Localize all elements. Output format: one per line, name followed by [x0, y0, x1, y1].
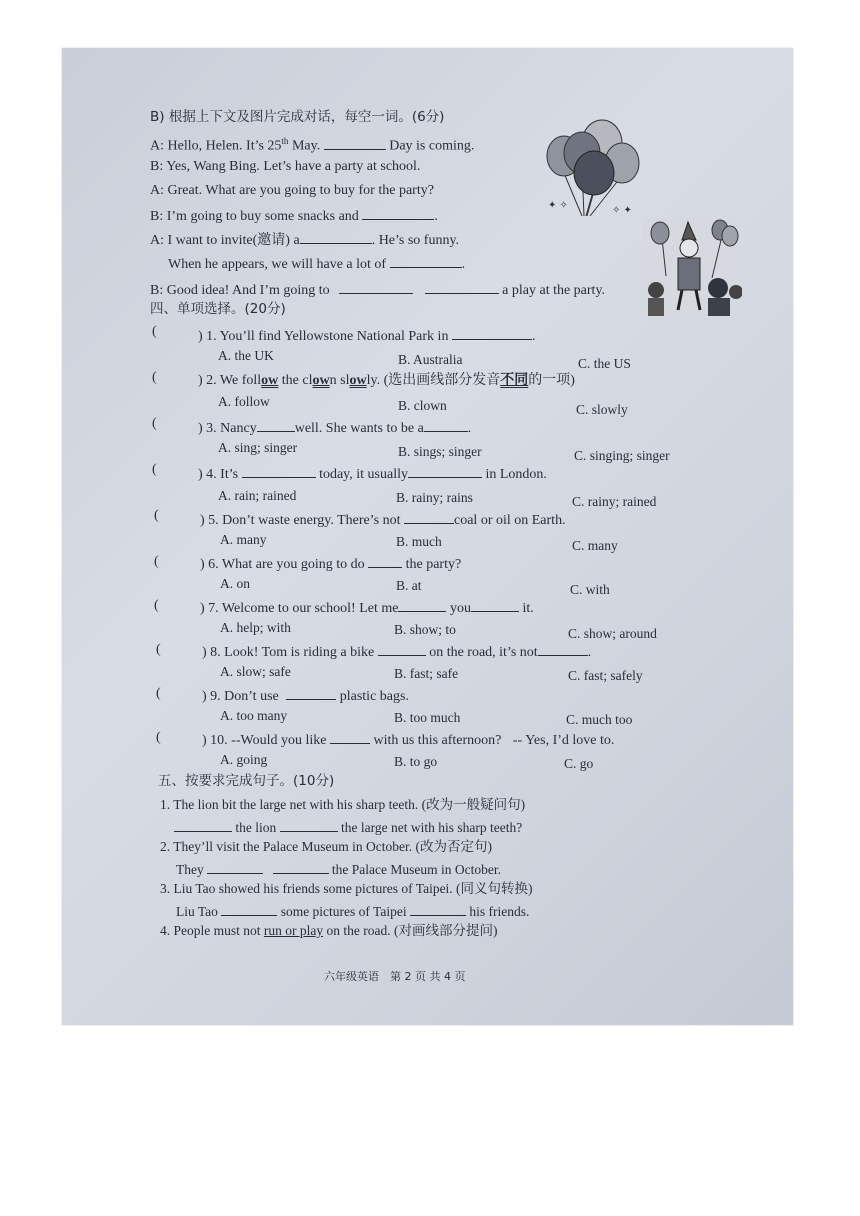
answer-blank[interactable]	[280, 818, 338, 832]
answer-blank[interactable]	[221, 902, 277, 916]
section-5-heading: 五、按要求完成句子。(10分)	[158, 773, 335, 789]
question-9: ) 9. Don’t use plastic bags.	[202, 686, 409, 706]
question-3: ) 3. Nancy well. She wants to be a .	[198, 418, 471, 438]
q5-option-b[interactable]: B. much	[396, 534, 442, 549]
sentence-4-prompt: 4. People must not run or play on the road. (对画线部分提问)	[160, 923, 498, 938]
answer-paren[interactable]: (	[154, 508, 159, 523]
q4-option-a[interactable]: A. rain; rained	[218, 488, 297, 503]
sentence-2-answer: They the Palace Museum in October.	[176, 862, 501, 877]
exam-page	[62, 48, 793, 1025]
svg-text:✧ ✦: ✧ ✦	[612, 205, 632, 216]
answer-blank[interactable]	[538, 642, 588, 656]
q1-option-b[interactable]: B. Australia	[398, 352, 463, 367]
answer-paren[interactable]: (	[156, 642, 161, 657]
dialogue-line-3: A: Great. What are you going to buy for the party?	[150, 183, 434, 198]
dialogue-line-2: B: Yes, Wang Bing. Let’s have a party at school.	[150, 159, 421, 174]
question-7: ) 7. Welcome to our school! Let me you it.	[200, 598, 534, 618]
dialogue-line-5: A: I want to invite(邀请) a . He’s so funny.	[150, 230, 459, 250]
answer-paren[interactable]: (	[154, 598, 159, 613]
q8-option-a[interactable]: A. slow; safe	[220, 664, 291, 679]
q6-option-b[interactable]: B. at	[396, 578, 422, 593]
answer-blank[interactable]	[410, 902, 466, 916]
sentence-1-answer: the lion the large net with his sharp teeth?	[174, 818, 522, 837]
q6-option-c[interactable]: C. with	[570, 582, 610, 597]
answer-blank[interactable]	[368, 554, 402, 568]
q2-option-a[interactable]: A. follow	[218, 394, 270, 409]
q2-option-b[interactable]: B. clown	[398, 398, 447, 413]
answer-blank[interactable]	[362, 206, 434, 220]
answer-paren[interactable]: (	[152, 462, 157, 477]
answer-blank[interactable]	[452, 326, 532, 340]
q3-option-b[interactable]: B. sings; singer	[398, 444, 482, 459]
q5-option-a[interactable]: A. many	[220, 532, 267, 547]
q6-option-a[interactable]: A. on	[220, 576, 250, 591]
svg-text:✦ ✧: ✦ ✧	[548, 200, 568, 211]
answer-blank[interactable]	[300, 230, 372, 244]
q7-option-c[interactable]: C. show; around	[568, 626, 657, 641]
balloons-picture	[542, 118, 642, 218]
answer-blank[interactable]	[471, 598, 519, 612]
clown-party-picture	[642, 218, 742, 316]
q8-option-c[interactable]: C. fast; safely	[568, 668, 643, 683]
answer-blank[interactable]	[408, 464, 482, 478]
answer-blank[interactable]	[174, 818, 232, 832]
dialogue-line-4: B: I’m going to buy some snacks and .	[150, 206, 438, 226]
answer-blank[interactable]	[390, 254, 462, 268]
section-b-heading: B) 根据上下文及图片完成对话，每空一词。(6分)	[150, 109, 445, 125]
q3-option-c[interactable]: C. singing; singer	[574, 448, 670, 463]
answer-blank[interactable]	[339, 280, 413, 294]
answer-blank[interactable]	[424, 418, 468, 432]
q5-option-c[interactable]: C. many	[572, 538, 618, 553]
answer-paren[interactable]: (	[154, 554, 159, 569]
q2-option-c[interactable]: C. slowly	[576, 402, 628, 417]
q9-option-c[interactable]: C. much too	[566, 712, 633, 727]
q7-option-a[interactable]: A. help; with	[220, 620, 291, 635]
answer-blank[interactable]	[378, 642, 426, 656]
q4-option-c[interactable]: C. rainy; rained	[572, 494, 657, 509]
answer-blank[interactable]	[324, 136, 386, 150]
dialogue-line-1: A: Hello, Helen. It’s 25th May. Day is coming.	[150, 136, 475, 154]
page-footer: 六年级英语 第 2 页 共 4 页	[324, 970, 466, 983]
answer-paren[interactable]: (	[152, 370, 157, 385]
q1-option-c[interactable]: C. the US	[578, 356, 631, 371]
answer-paren[interactable]: (	[152, 416, 157, 431]
dialogue-line-6: When he appears, we will have a lot of .	[168, 254, 465, 274]
answer-blank[interactable]	[330, 730, 370, 744]
answer-blank[interactable]	[257, 418, 295, 432]
question-6: ) 6. What are you going to do the party?	[200, 554, 461, 574]
answer-paren[interactable]: (	[152, 324, 157, 339]
answer-blank[interactable]	[425, 280, 499, 294]
question-4: ) 4. It’s today, it usually in London.	[198, 464, 547, 484]
q3-option-a[interactable]: A. sing; singer	[218, 440, 298, 455]
question-10: ) 10. --Would you like with us this afternoon? -- Yes, I’d love to.	[202, 730, 614, 750]
answer-blank[interactable]	[404, 510, 454, 524]
answer-blank[interactable]	[398, 598, 446, 612]
answer-paren[interactable]: (	[156, 730, 161, 745]
question-2: ) 2. We follow the clown slowly. (选出画线部分发音不同的一项)	[198, 373, 575, 388]
question-5: ) 5. Don’t waste energy. There’s not coal or oil on Earth.	[200, 510, 566, 530]
q7-option-b[interactable]: B. show; to	[394, 622, 456, 637]
answer-blank[interactable]	[286, 686, 336, 700]
sentence-1-prompt: 1. The lion bit the large net with his sharp teeth. (改为一般疑问句)	[160, 797, 526, 812]
question-8: ) 8. Look! Tom is riding a bike on the road, it’s not .	[202, 642, 591, 662]
q10-option-b[interactable]: B. to go	[394, 754, 438, 769]
sentence-3-answer: Liu Tao some pictures of Taipei his friends.	[176, 904, 530, 919]
answer-blank[interactable]	[207, 860, 263, 874]
q1-option-a[interactable]: A. the UK	[218, 348, 274, 363]
q8-option-b[interactable]: B. fast; safe	[394, 666, 459, 681]
sentence-3-prompt: 3. Liu Tao showed his friends some pictures of Taipei. (同义句转换)	[160, 881, 533, 896]
q10-option-c[interactable]: C. go	[564, 756, 594, 771]
section-4-heading: 四、单项选择。(20分)	[150, 301, 286, 317]
answer-blank[interactable]	[273, 860, 329, 874]
q9-option-a[interactable]: A. too many	[220, 708, 288, 723]
answer-paren[interactable]: (	[156, 686, 161, 701]
q10-option-a[interactable]: A. going	[220, 752, 268, 767]
answer-blank[interactable]	[242, 464, 316, 478]
sentence-2-prompt: 2. They’ll visit the Palace Museum in October. (改为否定句)	[160, 839, 492, 854]
question-1: ) 1. You’ll find Yellowstone National Park in .	[198, 326, 535, 346]
q4-option-b[interactable]: B. rainy; rains	[396, 490, 473, 505]
q9-option-b[interactable]: B. too much	[394, 710, 461, 725]
dialogue-line-7: B: Good idea! And I’m going to a play at the party.	[150, 280, 605, 300]
